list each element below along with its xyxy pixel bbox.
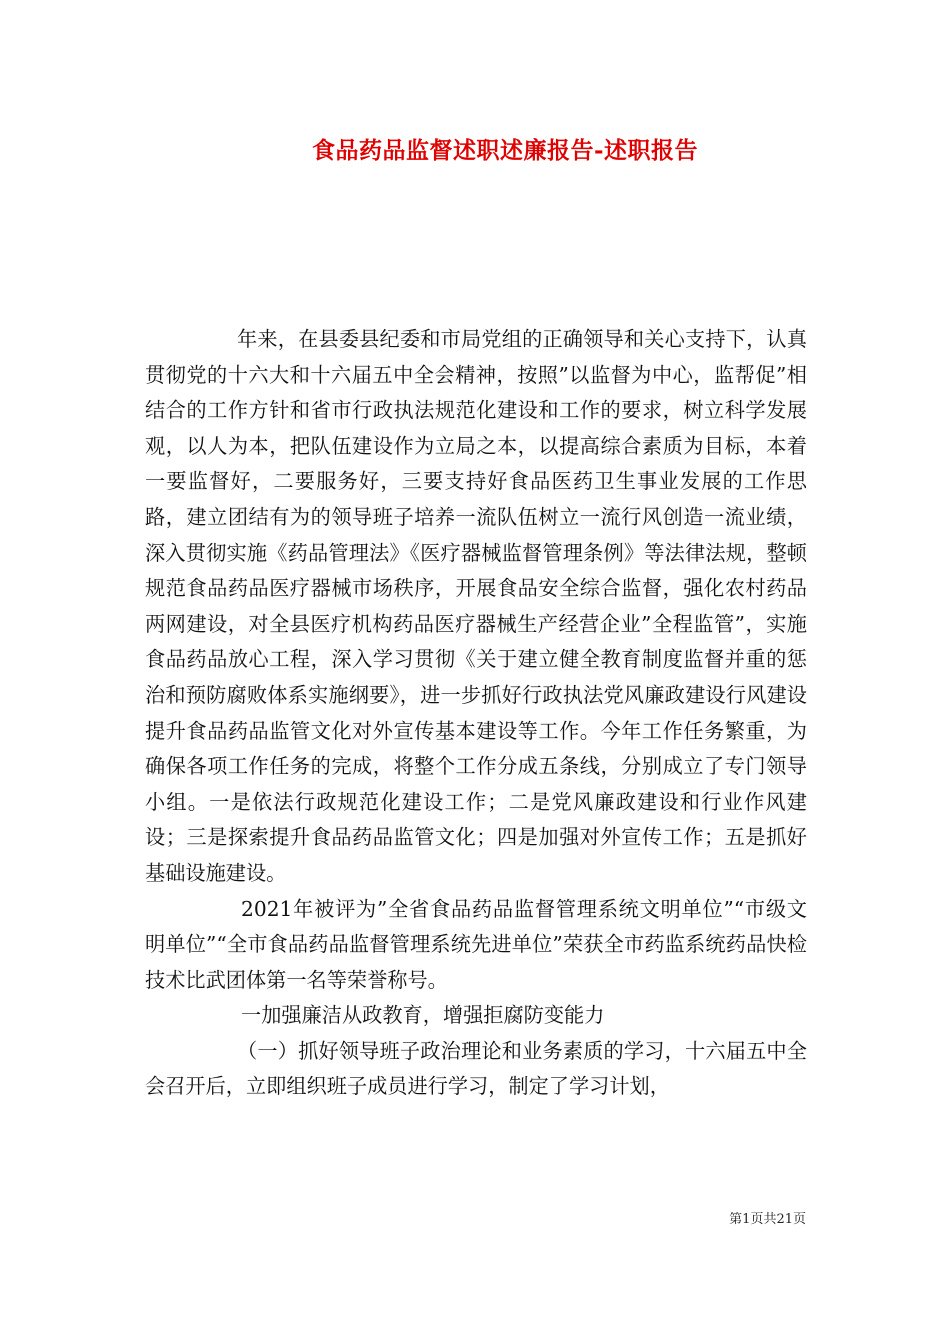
- paragraph-subsection: （一）抓好领导班子政治理论和业务素质的学习，十六届五中全会召开后，立即组织班子成员进行学习，制定了学习计划，: [145, 1038, 807, 1099]
- paragraph-intro: 年来，在县委县纪委和市局党组的正确领导和关心支持下，认真贯彻党的十六大和十六届五中全会精神，按照”以监督为中心，监帮促”相结合的工作方针和省市行政执法规范化建设和工作的要求，树立科学发展观，以人为本，把队伍建设作为立局之本，以提高综合素质为目标，本着一要监督好，二要服务好，三要支持好食品医药卫生事业发展的工作思路，建立团结有为的领导班子培养一流队伍树立一流行风创造一流业绩，深入贯彻实施《药品管理法》《医疗器械监督管理条例》等法律法规，整顿规范食品药品医疗器械市场秩序，开展食品安全综合监督，强化农村药品两网建设，对全县医疗机构药品医疗器械生产经营企业”全程监管”，实施食品药品放心工程，深入学习贯彻《关于建立健全教育制度监督并重的惩治和预防腐败体系实施纲要》，进一步抓好行政执法党风廉政建设行风建设提升食品药品监管文化对外宣传基本建设等工作。今年工作任务繁重，为确保各项工作任务的完成，将整个工作分成五条线，分别成立了专门领导小组。一是依法行政规范化建设工作；二是党风廉政建设和行业作风建设；三是探索提升食品药品监管文化；四是加强对外宣传工作；五是抓好基础设施建设。: [145, 327, 807, 885]
- page-number: 第1页共21页: [729, 1212, 806, 1227]
- section-heading: 一加强廉洁从政教育，增强拒腐防变能力: [241, 1003, 605, 1028]
- document-body: [145, 322, 807, 1105]
- paragraph-honors: 2021年被评为”全省食品药品监督管理系统文明单位”“市级文明单位”“全市食品药品监督管理系统先进单位”荣获全市药监系统药品快检技术比武团体第一名等荣誉称号。: [145, 896, 807, 992]
- document-title: 食品药品监督述职述廉报告-述职报告: [311, 137, 699, 164]
